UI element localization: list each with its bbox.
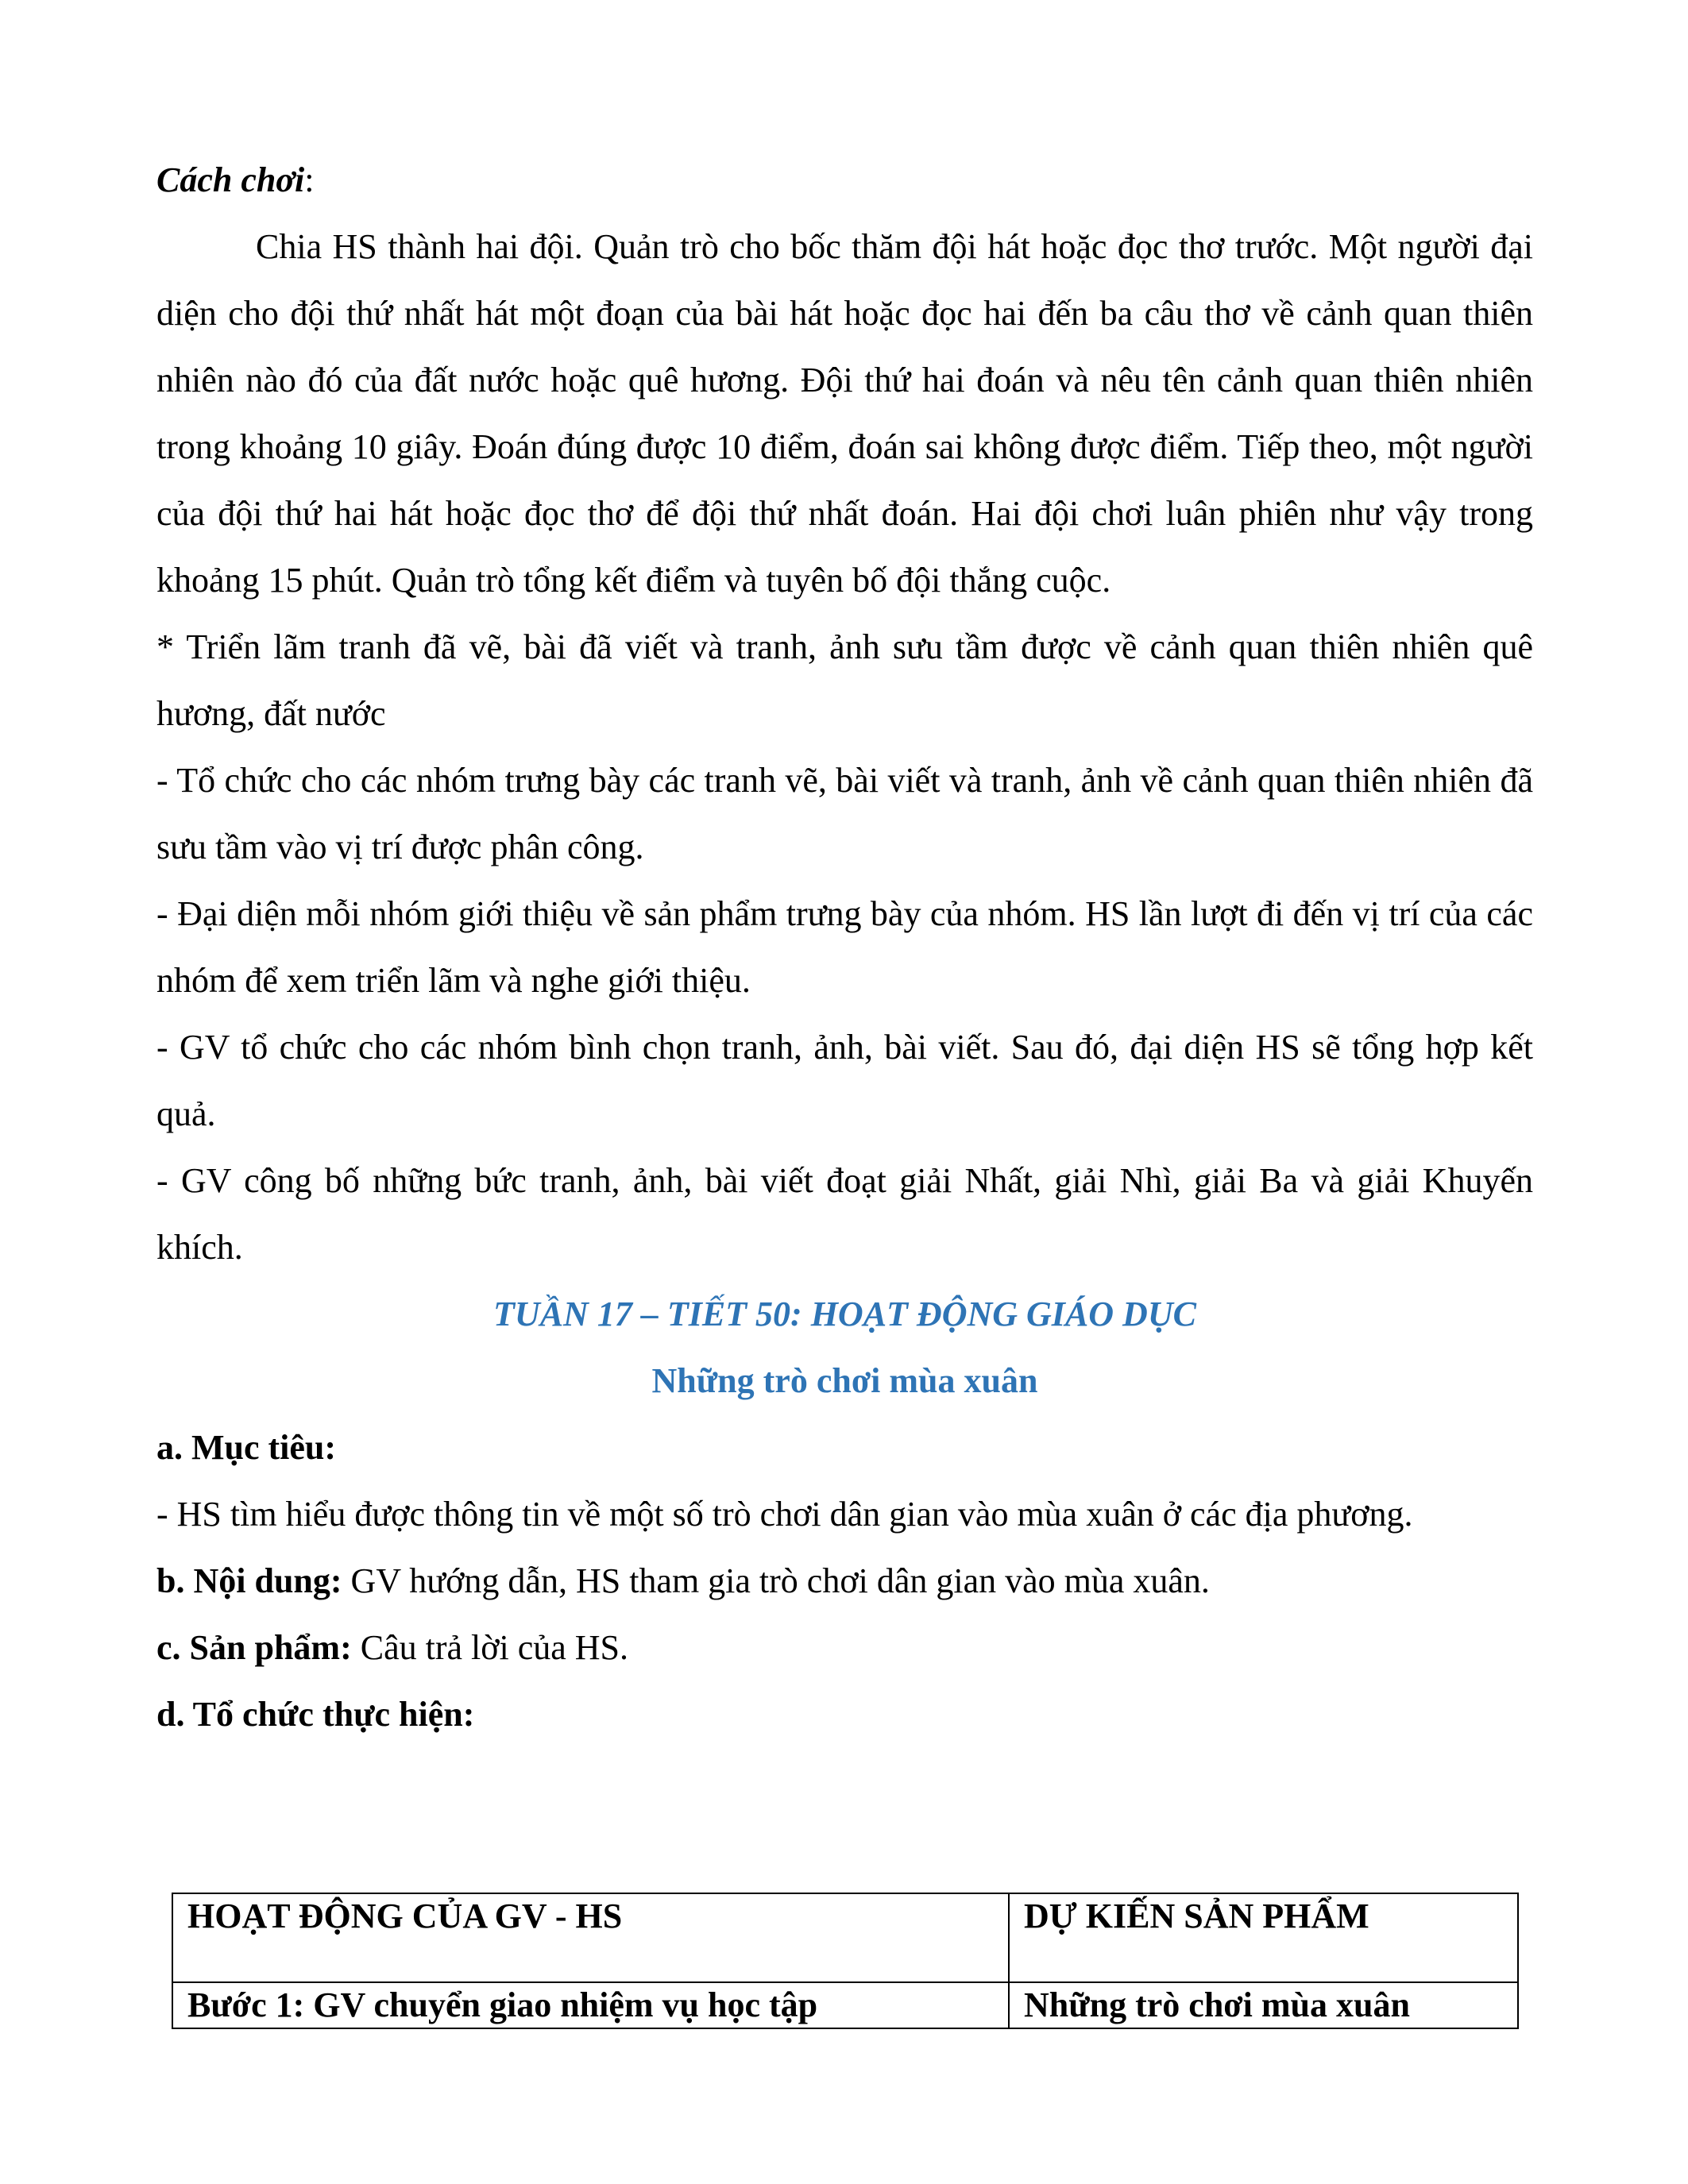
activity-table: [172, 1893, 1519, 2029]
table-cell: Những trò chơi mùa xuân: [1009, 1982, 1518, 2028]
exhibition-item: - GV công bố những bức tranh, ảnh, bài viết đoạt giải Nhất, giải Nhì, giải Ba và giải Khuyến khích.: [156, 1161, 1533, 1267]
table-header-cell: DỰ KIẾN SẢN PHẨM: [1009, 1893, 1518, 1982]
to-chuc-label: d. Tổ chức thực hiện:: [156, 1695, 475, 1734]
muc-tieu-label: a. Mục tiêu:: [156, 1428, 337, 1467]
exhibition-item: - Đại diện mỗi nhóm giới thiệu về sản phẩm trưng bày của nhóm. HS lần lượt đi đến vị trí của các nhóm để xem triển lãm và nghe giới thiệu.: [156, 894, 1533, 1000]
san-pham-label: c. Sản phẩm:: [156, 1628, 352, 1667]
table-cell: Bước 1: GV chuyển giao nhiệm vụ học tập: [172, 1982, 1009, 2028]
san-pham-line: [156, 1615, 1533, 1681]
exhibition-item: - Tổ chức cho các nhóm trưng bày các tranh vẽ, bài viết và tranh, ảnh về cảnh quan thiên nhiên đã sưu tầm vào vị trí được phân công.: [156, 761, 1533, 866]
table-row: [172, 1982, 1518, 2028]
section-title: TUẦN 17 – TIẾT 50: HOẠT ĐỘNG GIÁO DỤC: [493, 1295, 1196, 1333]
document-page: [156, 147, 1533, 1748]
san-pham-text: Câu trả lời của HS.: [351, 1628, 629, 1667]
table-header-cell: HOẠT ĐỘNG CỦA GV - HS: [172, 1893, 1009, 1982]
muc-tieu-text: - HS tìm hiểu được thông tin về một số trò chơi dân gian vào mùa xuân ở các địa phương.: [156, 1495, 1413, 1534]
exhibition-item: - GV tổ chức cho các nhóm bình chọn tranh, ảnh, bài viết. Sau đó, đại diện HS sẽ tổng hợp kết quả.: [156, 1028, 1533, 1133]
noi-dung-line: [156, 1548, 1533, 1615]
to-chuc-line: [156, 1681, 1533, 1748]
muc-tieu-heading: [156, 1414, 1533, 1481]
exhibition-intro: * Triển lãm tranh đã vẽ, bài đã viết và tranh, ảnh sưu tầm được về cảnh quan thiên nhiên quê hương, đất nước: [156, 627, 1533, 733]
section-subtitle: Những trò chơi mùa xuân: [651, 1361, 1038, 1400]
table-header-row: [172, 1893, 1518, 1982]
noi-dung-label: b. Nội dung:: [156, 1561, 342, 1600]
cach-choi-label: Cách chơi: [156, 160, 305, 199]
cach-choi-paragraph: Chia HS thành hai đội. Quản trò cho bốc thăm đội hát hoặc đọc thơ trước. Một người đại diện cho đội thứ nhất hát một đoạn của bài hát hoặc đọc hai đến ba câu thơ về cảnh quan thiên nhiên nào đó của đất nước hoặc quê hương. Đội thứ hai đoán và nêu tên cảnh quan thiên nhiên trong khoảng 10 giây. Đoán đúng được 10 điểm, đoán sai không được điểm. Tiếp theo, một người của đội thứ hai hát hoặc đọc thơ để đội thứ nhất đoán. Hai đội chơi luân phiên như vậy trong khoảng 15 phút. Quản trò tổng kết điểm và tuyên bố đội thắng cuộc.: [156, 227, 1533, 600]
cach-choi-heading: [156, 147, 1533, 214]
noi-dung-text: GV hướng dẫn, HS tham gia trò chơi dân gian vào mùa xuân.: [342, 1561, 1210, 1600]
cach-choi-colon: :: [304, 160, 315, 199]
